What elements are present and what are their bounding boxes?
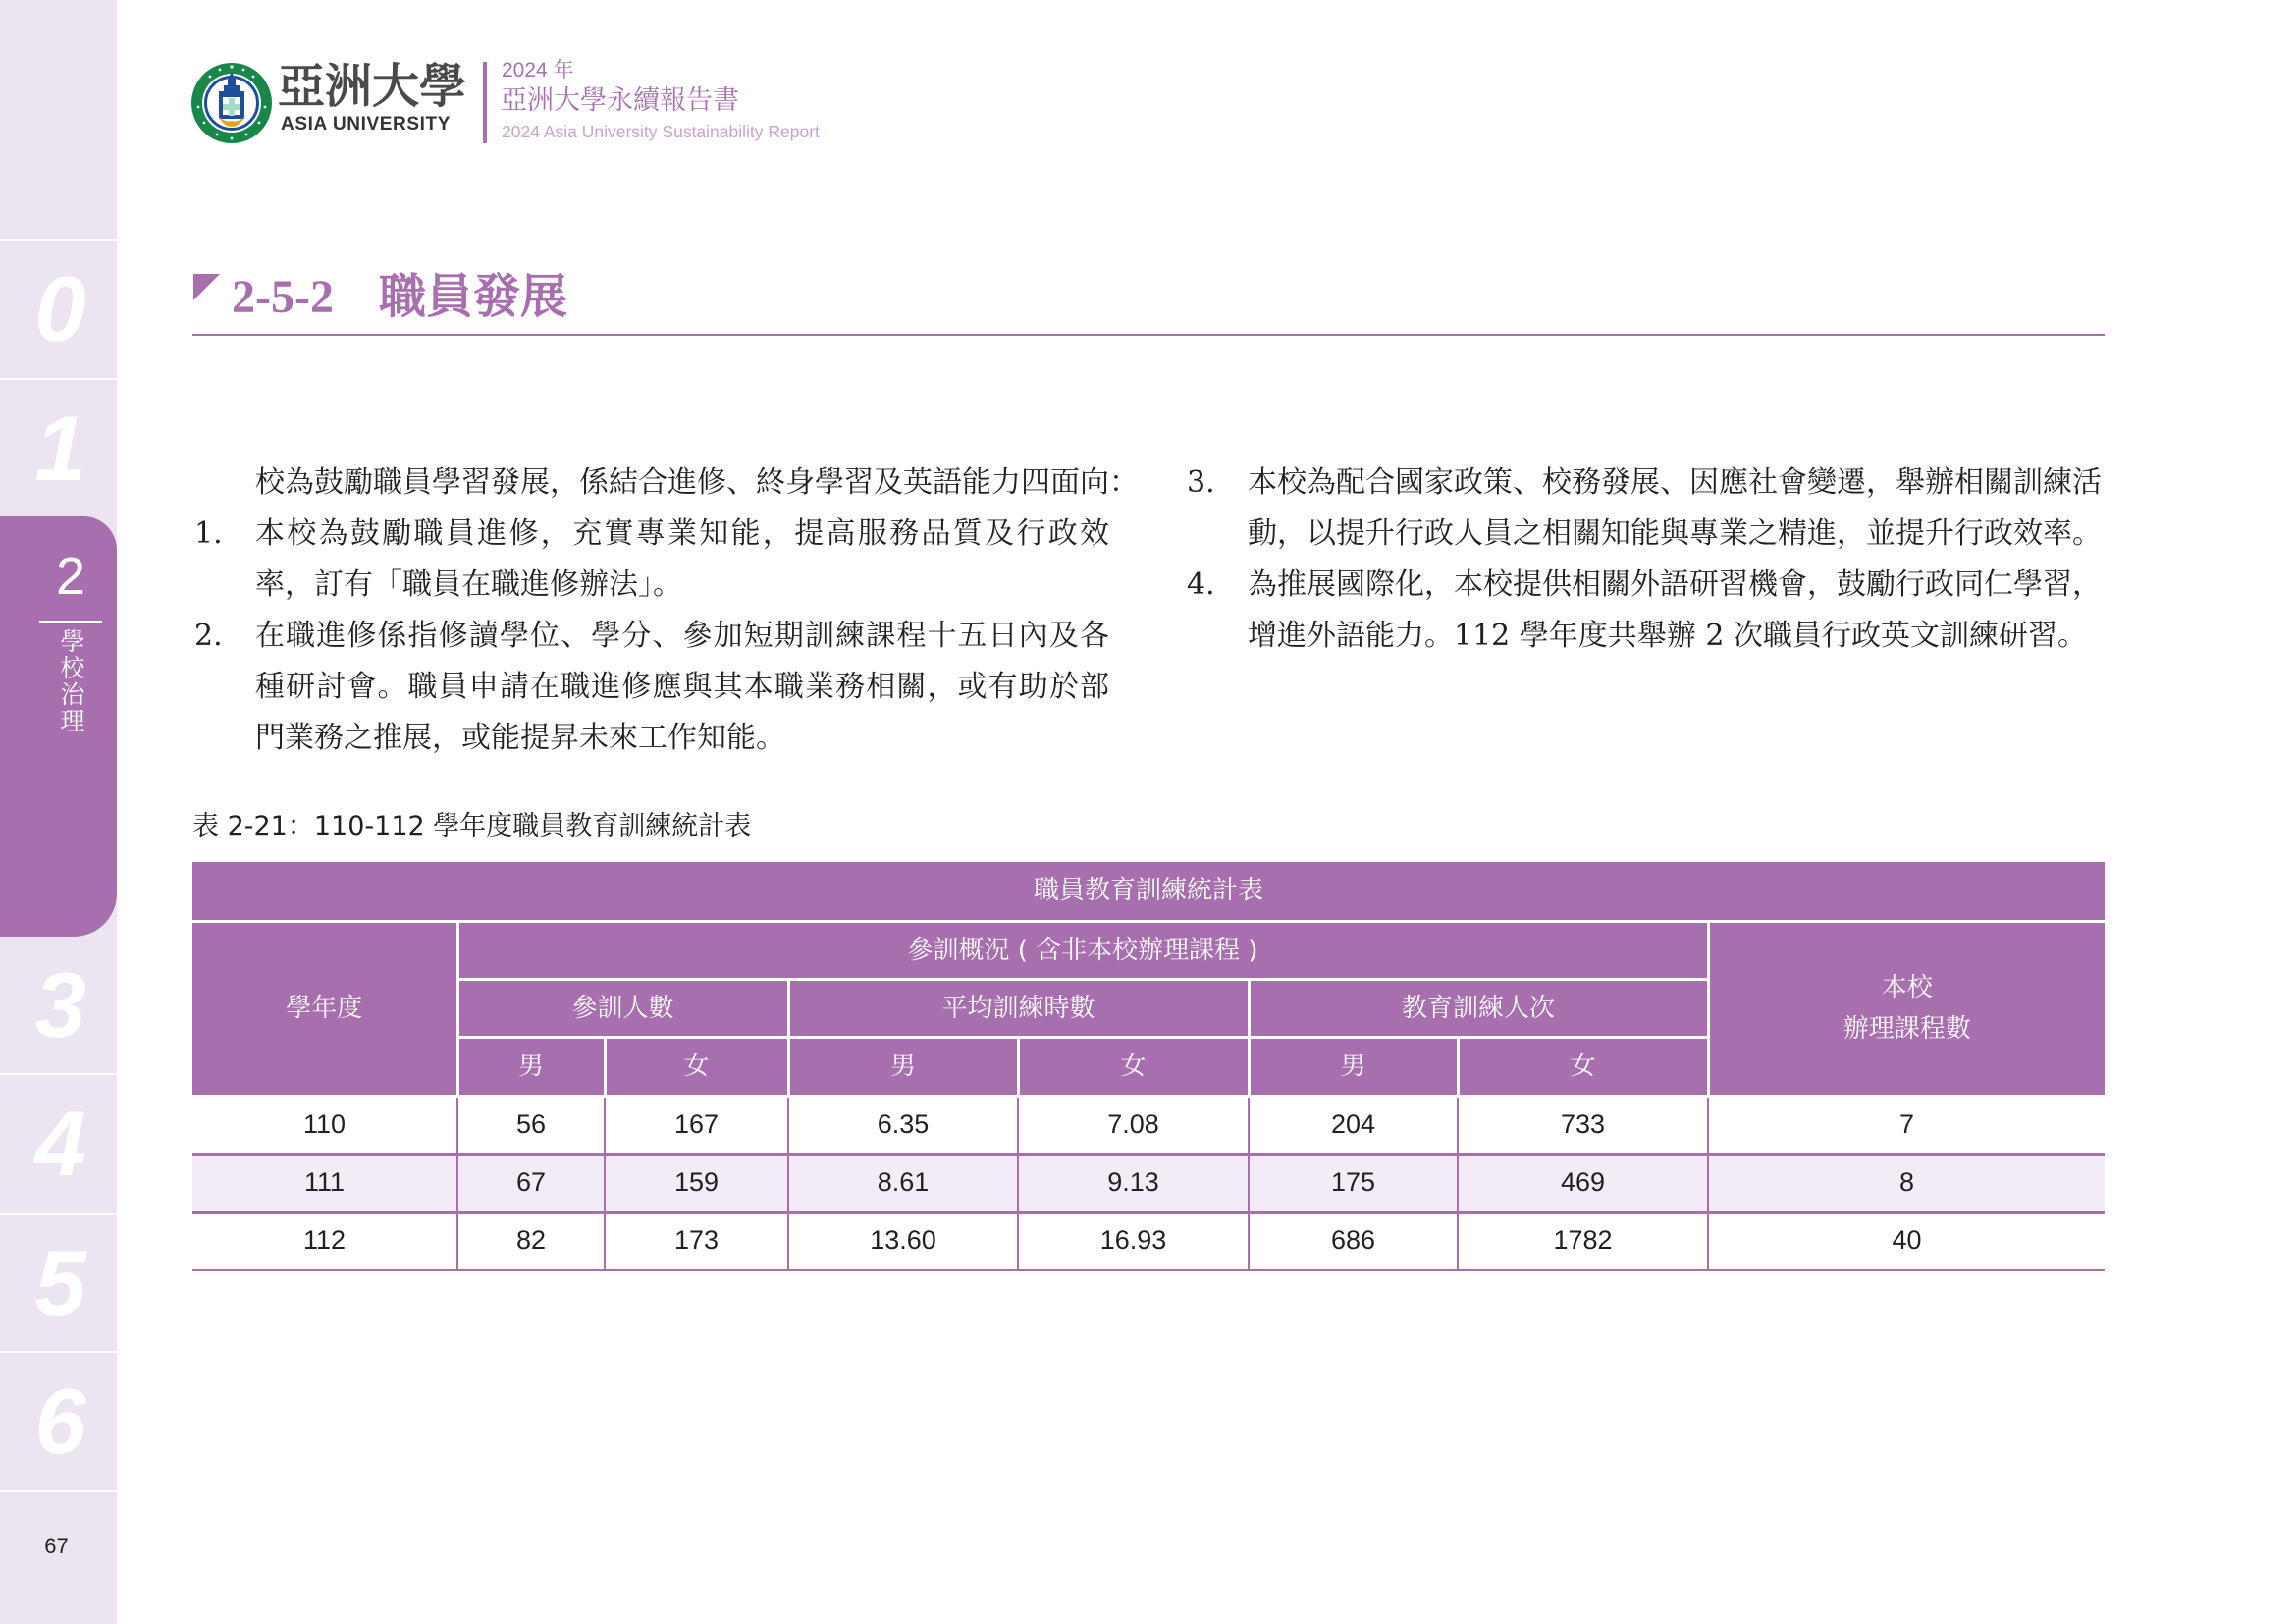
cell-participants-female: 159 [605,1154,788,1212]
cell-courses: 7 [1708,1096,2105,1154]
header-male: 男 [788,1037,1018,1096]
list-line: 動，以提升行政人員之相關知能與專業之精進，並提升行政效率。 [1248,516,2102,551]
triangle-corner-icon [193,274,220,300]
list-line: 門業務之推展，或能提昇未來工作知能。 [255,721,785,755]
list-number: 3. [1187,465,1215,500]
cell-person-times-female: 733 [1458,1096,1708,1154]
page-number: 67 [44,1534,69,1558]
report-title-zh: 亞洲大學永續報告書 [501,85,739,116]
sidebar-chapter-5[interactable] [0,1215,117,1352]
cell-participants-male: 67 [457,1154,605,1212]
intro-paragraph [192,458,1139,509]
report-title-en: 2024 Asia University Sustainability Report [502,122,820,141]
cell-person-times-female: 1782 [1458,1212,1708,1270]
table-caption: 表 2-21：110-112 學年度職員教育訓練統計表 [192,811,752,841]
list-line: 本校為鼓勵職員進修，充實專業知能，提高服務品質及行政效 [255,516,1109,551]
list-line: 種研討會。職員申請在職進修應與其本職業務相關，或有助於部 [255,670,1109,704]
table-row [192,1212,2105,1270]
header-participants: 參訓人數 [457,979,788,1037]
header-divider [483,62,487,143]
chapter-number: 6 [34,1370,86,1473]
active-chapter-label: 學校治理 [57,628,85,734]
header-avg-hours: 平均訓練時數 [788,979,1249,1037]
cell-avg-hours-female: 7.08 [1018,1096,1249,1154]
header-person-times: 教育訓練人次 [1249,979,1708,1037]
header-courses-line-2: 辦理課程數 [1842,1014,1971,1044]
sidebar-chapter-3[interactable] [0,937,117,1074]
cell-courses: 8 [1708,1154,2105,1212]
list-line: 增進外語能力。112 學年度共舉辦 2 次職員行政英文訓練研習。 [1248,619,2087,653]
chapter-number: 4 [34,1092,86,1195]
cell-year: 110 [192,1096,457,1154]
header-courses [1708,921,2105,1096]
sidebar-chapter-0[interactable] [0,241,117,378]
table-title-row [192,862,2105,921]
sidebar-divider [0,1490,117,1492]
cell-person-times-male: 204 [1249,1096,1458,1154]
header-female: 女 [1018,1037,1249,1096]
cell-courses: 40 [1708,1212,2105,1270]
cell-avg-hours-male: 6.35 [788,1096,1018,1154]
intro-line: 校為鼓勵職員學習發展，係結合進修、終身學習及英語能力四面向： [255,465,1139,500]
cell-avg-hours-female: 9.13 [1018,1154,1249,1212]
table-row [192,1096,2105,1154]
active-chapter-number: 2 [55,547,86,606]
header-participation: 參訓概況 ( 含非本校辦理課程 ) [457,921,1708,979]
list-number: 2. [194,619,223,653]
cell-year: 111 [192,1154,457,1212]
chapter-number: 3 [34,953,86,1056]
list-item-4 [1185,560,2103,662]
university-name-en: ASIA UNIVERSITY [281,114,451,135]
cell-participants-male: 82 [457,1212,605,1270]
asia-university-seal-icon [190,62,273,144]
cell-avg-hours-male: 13.60 [788,1212,1018,1270]
section-title-rule [192,334,2105,336]
list-line: 率，訂有「職員在職進修辦法」。 [255,568,682,602]
sidebar-chapter-4[interactable] [0,1075,117,1213]
cell-avg-hours-female: 16.93 [1018,1212,1249,1270]
list-line: 在職進修係指修讀學位、學分、參加短期訓練課程十五日內及各 [255,619,1109,653]
sidebar-chapter-1[interactable] [0,380,117,517]
chapter-sidebar [0,0,117,1624]
cell-participants-male: 56 [457,1096,605,1154]
body-column-right [1185,458,2103,662]
header-male: 男 [1249,1037,1458,1096]
cell-participants-female: 173 [605,1212,788,1270]
list-item-2 [192,611,1110,764]
section-title [232,269,567,326]
list-line: 本校為配合國家政策、校務發展、因應社會變遷，舉辦相關訓練活 [1248,465,2102,500]
sidebar-chapter-6[interactable] [0,1353,117,1490]
chapter-number: 0 [34,257,86,360]
list-line: 為推展國際化，本校提供相關外語研習機會，鼓勵行政同仁學習， [1248,568,2102,602]
table-row [192,1154,2105,1212]
list-item-3 [1185,458,2103,560]
header-female: 女 [1458,1037,1708,1096]
chapter-number: 5 [34,1231,86,1334]
body-column-left [192,458,1139,764]
section-number: 2-5-2 [232,271,334,323]
report-year: 2024 年 [502,59,574,81]
cell-person-times-male: 175 [1249,1154,1458,1212]
list-number: 4. [1187,568,1215,602]
cell-person-times-female: 469 [1458,1154,1708,1212]
table-title: 職員教育訓練統計表 [192,862,2105,921]
section-title-text: 職員發展 [378,271,567,323]
list-number: 1. [194,516,223,551]
university-name-zh: 亞洲大學 [278,59,467,114]
cell-avg-hours-male: 8.61 [788,1154,1018,1212]
staff-training-stats-table [192,862,2105,1271]
header-year: 學年度 [192,921,457,1096]
active-chapter-rule [39,621,102,623]
header-courses-line-1: 本校 [1881,973,1933,1002]
cell-person-times-male: 686 [1249,1212,1458,1270]
header-male: 男 [457,1037,605,1096]
chapter-number: 1 [34,397,86,500]
cell-year: 112 [192,1212,457,1270]
list-item-1 [192,509,1110,611]
header-female: 女 [605,1037,788,1096]
table-header-row [192,921,2105,979]
cell-participants-female: 167 [605,1096,788,1154]
